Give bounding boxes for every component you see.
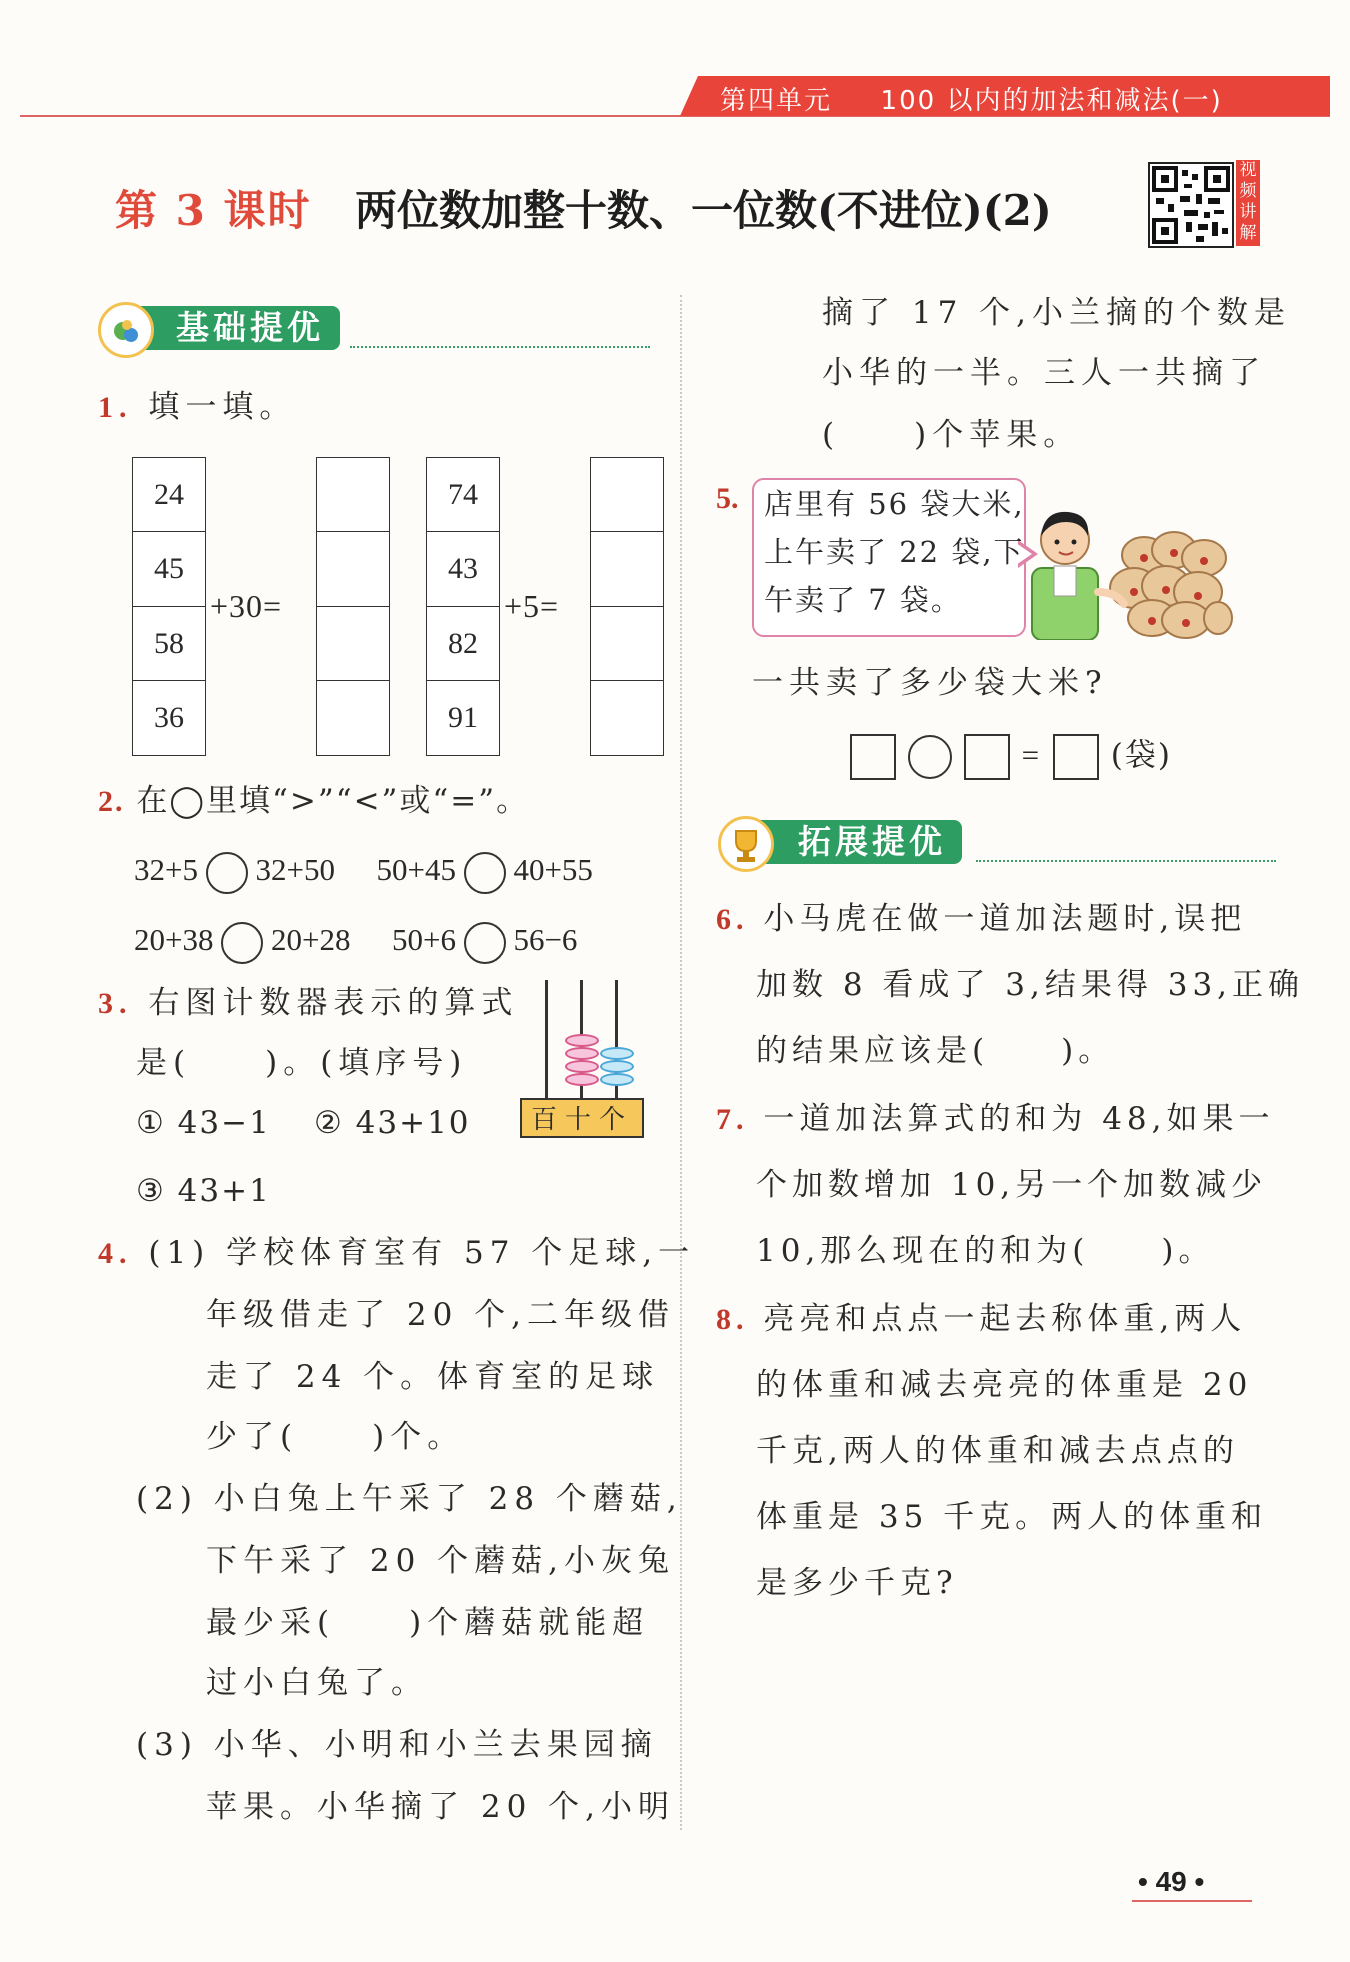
- q1-prompt: 填一填。: [148, 389, 297, 425]
- q4-text: 最少采( )个蘑菇就能超: [206, 1605, 650, 1641]
- q8-number: 8.: [716, 1303, 749, 1336]
- q5-number: 5.: [716, 482, 739, 515]
- q8-text: 是多少千克?: [756, 1565, 958, 1601]
- q2-row-1: [134, 852, 593, 894]
- abacus-bead: [600, 1047, 634, 1060]
- q1-left-cell: 45: [132, 531, 206, 607]
- section-extend-header: 拓展提优: [730, 820, 962, 864]
- q7-number: 7.: [716, 1103, 749, 1136]
- qr-tag: 视频讲解: [1236, 160, 1260, 246]
- q6-text: 的结果应该是( )。: [756, 1033, 1115, 1069]
- answer-box[interactable]: [1053, 734, 1099, 780]
- section-extend-rule: [976, 860, 1276, 862]
- q1-title: [98, 389, 297, 425]
- q6-number: 6.: [716, 903, 749, 936]
- q3-text-1: 右图计数器表示的算式: [148, 985, 519, 1021]
- unit-title: 100 以内的加法和减法(一): [880, 86, 1223, 116]
- sun-icon: [98, 302, 154, 358]
- q5-bubble-text: 午卖了 7 袋。: [764, 583, 962, 617]
- q1-answer-box[interactable]: [316, 457, 390, 533]
- q1-answer-box[interactable]: [590, 680, 664, 756]
- q4-p1-line-1: [98, 1235, 696, 1271]
- q4-text: ( )个苹果。: [822, 417, 1081, 453]
- q7-line-1: [716, 1101, 1275, 1137]
- operator-circle[interactable]: [908, 735, 952, 779]
- abacus-bead: [600, 1073, 634, 1086]
- q1-answer-box[interactable]: [316, 680, 390, 756]
- q1-answer-box[interactable]: [590, 457, 664, 533]
- page-number: • 49 •: [1138, 1866, 1205, 1897]
- qr-code-icon[interactable]: [1148, 162, 1234, 248]
- q8-text: 的体重和减去亮亮的体重是 20: [756, 1367, 1253, 1403]
- equals-sign: =: [1021, 737, 1042, 773]
- q4-text: 摘了 17 个,小兰摘的个数是: [822, 295, 1292, 331]
- abacus-bead: [565, 1073, 599, 1086]
- q7-text: 一道加法算式的和为 48,如果一: [763, 1101, 1275, 1137]
- answer-box[interactable]: [964, 734, 1010, 780]
- q5-question: 一共卖了多少袋大米?: [752, 665, 1108, 701]
- q1-answer-box[interactable]: [316, 606, 390, 682]
- q2-prompt: 在◯里填“>”“<”或“=”。: [136, 783, 530, 819]
- q5-bubble-text: 店里有 56 袋大米,: [764, 487, 1025, 521]
- q4-text: 过小白兔了。: [206, 1665, 428, 1701]
- q4-text: 苹果。小华摘了 20 个,小明: [206, 1789, 676, 1825]
- compare-circle[interactable]: [221, 922, 263, 964]
- q6-text: 小马虎在做一道加法题时,误把: [763, 901, 1247, 937]
- compare-circle[interactable]: [464, 852, 506, 894]
- q5-equation: [850, 734, 1172, 780]
- answer-box[interactable]: [850, 734, 896, 780]
- q1-left-cell: 24: [132, 457, 206, 533]
- q2-expr: 32+50: [255, 852, 335, 888]
- q8-text: 亮亮和点点一起去称体重,两人: [763, 1301, 1247, 1337]
- q2-row-2: [134, 922, 577, 964]
- q3-option-1[interactable]: ① 43−1: [136, 1105, 271, 1141]
- q1-right-answers: [590, 458, 664, 756]
- q4-text: 走了 24 个。体育室的足球: [206, 1359, 660, 1395]
- abacus: [520, 980, 644, 1100]
- q5-bubble-text: 上午卖了 22 袋,下: [764, 535, 1025, 569]
- unit-label: 第四单元: [720, 86, 833, 116]
- q1-left-addends: [132, 458, 206, 756]
- q6-line-1: [716, 901, 1247, 937]
- section-basic-header: 基础提优: [108, 306, 340, 350]
- q3-option-2[interactable]: ② 43+10: [314, 1105, 471, 1141]
- q5-unit: (袋): [1110, 737, 1172, 774]
- q4-text: 下午采了 20 个蘑菇,小灰兔: [206, 1543, 676, 1579]
- q4-text: 小华的一半。三人一共摘了: [822, 355, 1266, 391]
- q3-line-1: [98, 985, 519, 1021]
- q4-number: 4.: [98, 1237, 133, 1270]
- q2-expr: 50+6: [391, 922, 456, 958]
- q1-answer-box[interactable]: [590, 606, 664, 682]
- q7-text: 10,那么现在的和为( )。: [756, 1233, 1215, 1269]
- unit-banner-text: [720, 80, 1223, 117]
- lesson-title: 两位数加整十数、一位数(不进位)(2): [355, 186, 1052, 235]
- q2-expr: 20+28: [270, 922, 351, 958]
- q1-right-cell: 74: [426, 457, 500, 533]
- abacus-label: 百十个: [520, 1098, 644, 1138]
- q1-right-operator: +5=: [504, 588, 560, 624]
- q7-text: 个加数增加 10,另一个加数减少: [756, 1167, 1268, 1203]
- q2-number: 2.: [98, 785, 125, 818]
- q3-number: 3.: [98, 987, 133, 1020]
- q1-number: 1.: [98, 391, 133, 424]
- q1-left-cell: 36: [132, 680, 206, 756]
- q4-text: (1) 学校体育室有 57 个足球,一: [148, 1235, 696, 1271]
- q3-option-3[interactable]: ③ 43+1: [136, 1173, 271, 1209]
- abacus-bead: [565, 1047, 599, 1060]
- abacus-bead: [565, 1034, 599, 1047]
- abacus-tens-beads: [565, 980, 599, 1100]
- section-basic-rule: [350, 346, 650, 348]
- page-number-rule: [1132, 1900, 1252, 1902]
- q4-text: (2) 小白兔上午采了 28 个蘑菇,: [136, 1481, 683, 1517]
- q1-right-addends: [426, 458, 500, 756]
- q8-line-1: [716, 1301, 1247, 1337]
- abacus-ones-beads: [600, 980, 634, 1100]
- q2-expr: 40+55: [513, 852, 593, 888]
- compare-circle[interactable]: [464, 922, 506, 964]
- abacus-bead: [565, 1060, 599, 1073]
- q2-expr: 56−6: [513, 922, 578, 958]
- q4-text: (3) 小华、小明和小兰去果园摘: [136, 1727, 658, 1763]
- q1-right-cell: 43: [426, 531, 500, 607]
- q3-text-2: 是( )。(填序号): [136, 1045, 468, 1081]
- lesson-number: 第 3 课时: [115, 186, 312, 235]
- q4-text: 少了( )个。: [206, 1419, 465, 1455]
- q1-left-answers: [316, 458, 390, 756]
- q8-text: 体重是 35 千克。两人的体重和: [756, 1499, 1268, 1535]
- q6-text: 加数 8 看成了 3,结果得 33,正确: [756, 967, 1305, 1003]
- abacus-rod-hundreds: [545, 980, 548, 1100]
- trophy-icon: [718, 816, 774, 872]
- q2-expr: 32+5: [134, 852, 198, 888]
- shopkeeper-illustration: [1024, 500, 1234, 640]
- q1-right-cell: 91: [426, 680, 500, 756]
- q4-text: 年级借走了 20 个,二年级借: [206, 1297, 676, 1333]
- q1-left-operator: +30=: [210, 588, 283, 624]
- abacus-bead: [600, 1060, 634, 1073]
- q1-answer-box[interactable]: [316, 531, 390, 607]
- q2-expr: 20+38: [134, 922, 214, 958]
- column-divider: [680, 295, 682, 1830]
- q1-right-cell: 82: [426, 606, 500, 682]
- q1-left-cell: 58: [132, 606, 206, 682]
- q2-expr: 50+45: [376, 852, 456, 888]
- q8-text: 千克,两人的体重和减去点点的: [756, 1433, 1239, 1469]
- q2-title: [98, 783, 530, 819]
- q1-answer-box[interactable]: [590, 531, 664, 607]
- compare-circle[interactable]: [206, 852, 248, 894]
